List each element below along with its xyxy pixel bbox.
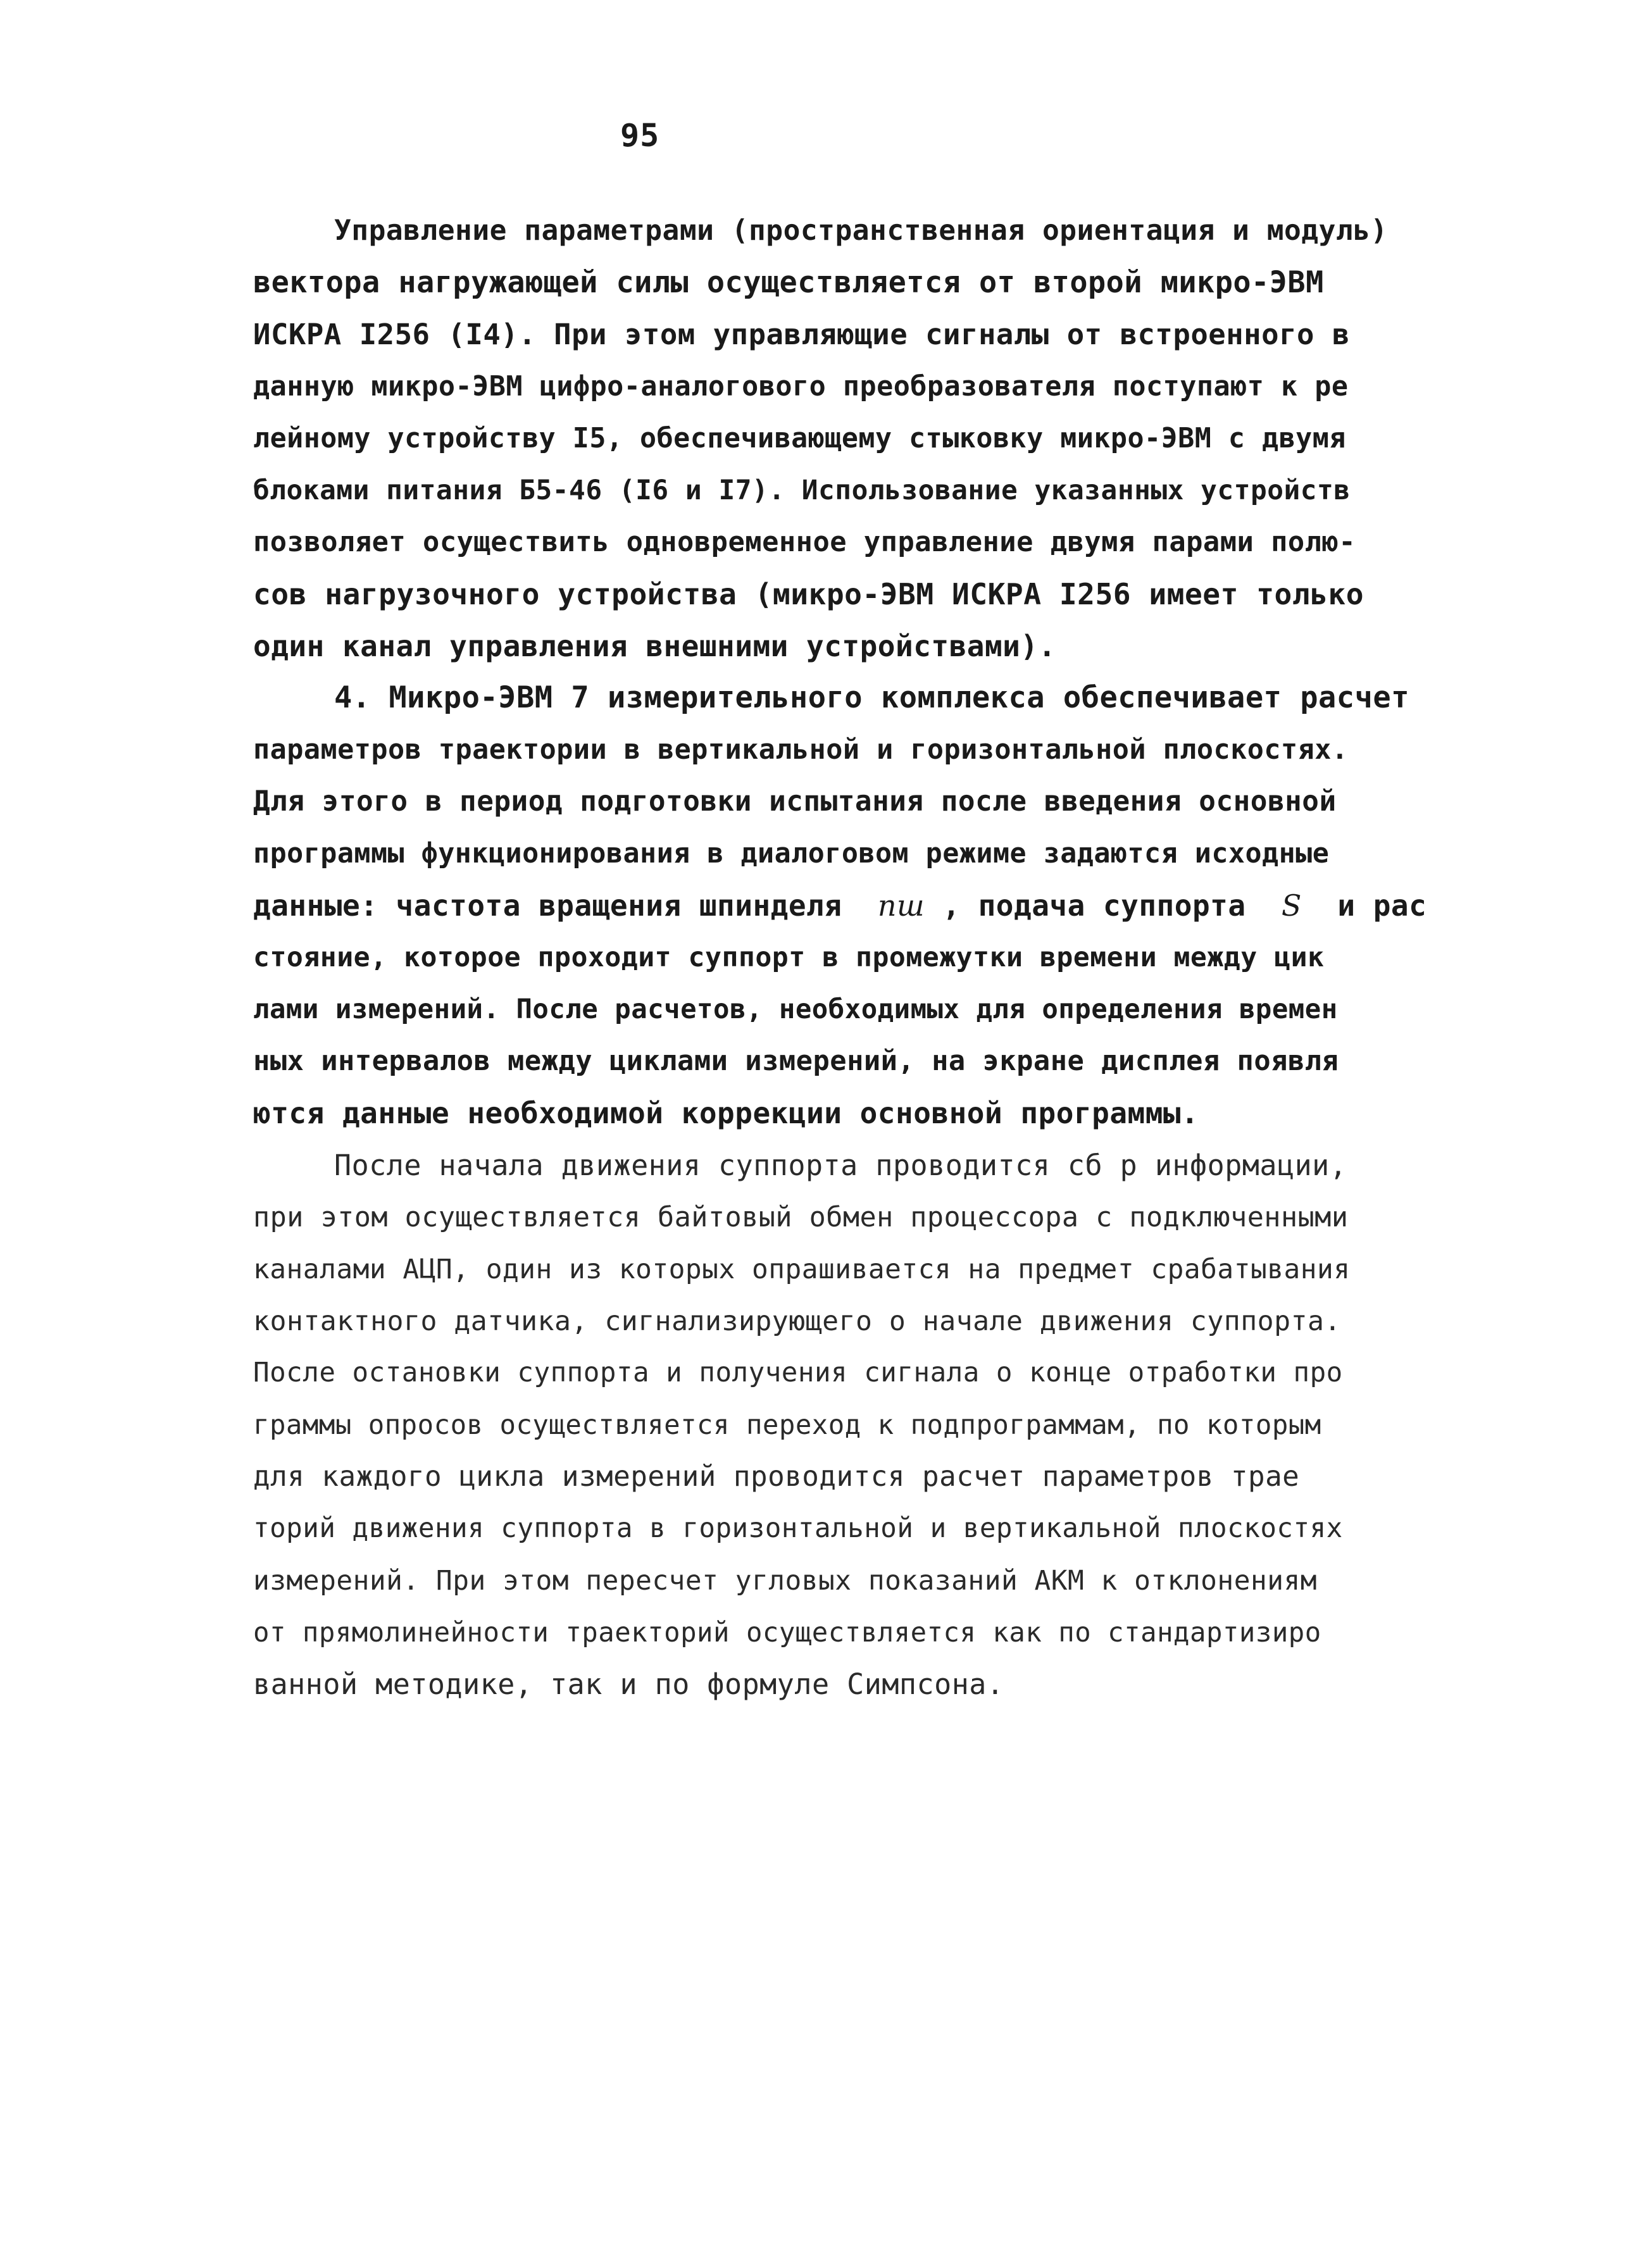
text-line: ванной методике, так и по формуле Симпсона. — [253, 1667, 1004, 1701]
spindle-speed-symbol: nш — [877, 888, 925, 923]
feed-symbol: S — [1281, 888, 1302, 923]
text-line: программы функционирования в диалоговом режиме задаются исходные — [253, 838, 1330, 869]
text-line: торий движения суппорта в горизонтальной и вертикальной плоскостях — [253, 1513, 1343, 1544]
text-segment: , подача суппорта — [942, 888, 1246, 923]
text-segment: данные: частота вращения шпинделя — [253, 888, 842, 923]
formula-line — [253, 887, 1426, 925]
text-line: сов нагрузочного устройства (микро-ЭВМ ИСКРА I256 имеет только — [253, 577, 1364, 611]
text-line: стояние, которое проходит суппорт в промежутки времени между цик — [253, 942, 1325, 973]
text-line: 4. Микро-ЭВМ 7 измерительного комплекса обеспечивает расчет — [334, 680, 1409, 715]
text-line: ИСКРА I256 (I4). При этом управляющие сигналы от встроенного в — [253, 318, 1350, 351]
text-line: параметров траектории в вертикальной и горизонтальной плоскостях. — [253, 734, 1349, 766]
text-line: Для этого в период подготовки испытания после введения основной — [253, 785, 1337, 818]
text-line: граммы опросов осуществляется переход к подпрограммам, по которым — [253, 1409, 1321, 1440]
text-line: ются данные необходимой коррекции основной программы. — [253, 1096, 1199, 1130]
text-line: от прямолинейности траекторий осуществляется как по стандартизиро — [253, 1617, 1321, 1648]
text-line: измерений. При этом пересчет угловых показаний АКМ к отклонениям — [253, 1565, 1318, 1597]
text-line: каналами АЦП, один из которых опрашивается на предмет срабатывания — [253, 1254, 1351, 1285]
text-line: Управление параметрами (пространственная ориентация и модуль) — [334, 215, 1388, 247]
text-segment: и рас — [1337, 888, 1427, 923]
text-line: один канал управления внешними устройствами). — [253, 629, 1056, 663]
text-line: данную микро-ЭВМ цифро-аналогового преобразователя поступают к ре — [253, 371, 1349, 402]
text-line: ных интервалов между циклами измерений, на экране дисплея появля — [253, 1045, 1339, 1077]
text-line: вектора нагружающей силы осуществляется от второй микро-ЭВМ — [253, 266, 1324, 300]
text-line: лейному устройству I5, обеспечивающему стыковку микро-ЭВМ с двумя — [253, 423, 1346, 454]
text-line: контактного датчика, сигнализирующего о начале движения суппорта. — [253, 1305, 1341, 1337]
text-line: После начала движения суппорта проводится сб р информации, — [334, 1149, 1347, 1182]
text-line: блоками питания Б5-46 (I6 и I7). Использование указанных устройств — [253, 475, 1351, 506]
page-number: 95 — [620, 117, 660, 154]
text-line: для каждого цикла измерений проводится расчет параметров трае — [253, 1461, 1300, 1493]
text-line: После остановки суппорта и получения сигнала о конце отработки про — [253, 1357, 1343, 1388]
text-line: при этом осуществляется байтовый обмен процессора с подключенными — [253, 1202, 1349, 1233]
text-line: лами измерений. После расчетов, необходимых для определения времен — [253, 994, 1338, 1025]
text-line: позволяет осуществить одновременное управление двумя парами полю- — [253, 526, 1356, 558]
